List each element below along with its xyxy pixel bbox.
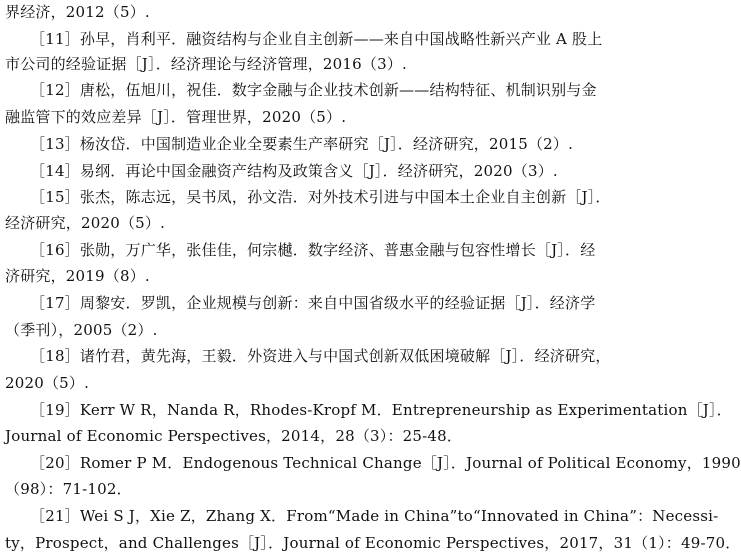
reference-19-line-1: ［19］Kerr W R，Nanda R，Rhodes-Kropf M．Entrepreneurship as Experimentation［J］． xyxy=(30,401,732,419)
reference-14: ［14］易纲．再论中国金融资产结构及政策含义［J］．经济研究，2020（3）. xyxy=(30,162,558,180)
reference-15-line-2: 经济研究，2020（5）. xyxy=(5,214,166,232)
reference-12-line-1: ［12］唐松，伍旭川，祝佳．数字金融与企业技术创新——结构特征、机制识别与金 xyxy=(30,81,597,99)
reference-19-line-2: Journal of Economic Perspectives，2014，28（3）：25-48． xyxy=(5,427,463,445)
reference-18-line-1: ［18］诸竹君，黄先海，王毅．外资进入与中国式创新双低困境破解［J］．经济研究， xyxy=(30,347,611,365)
reference-11-line-2: 市公司的经验证据［J］．经济理论与经济管理，2016（3）. xyxy=(5,55,408,73)
reference-20-line-2: （98）：71-102． xyxy=(5,480,132,498)
reference-11-line-1: ［11］孙早，肖利平．融资结构与企业自主创新——来自中国战略性新兴产业 A 股上 xyxy=(30,30,603,48)
reference-15-line-1: ［15］张杰，陈志远，吴书凤，孙文浩．对外技术引进与中国本土企业自主创新［J］． xyxy=(30,188,611,206)
reference-16-line-1: ［16］张勋，万广华，张佳佳，何宗樾．数字经济、普惠金融与包容性增长［J］．经 xyxy=(30,241,596,259)
reference-20-line-1: ［20］Romer P M．Endogenous Technical Change［J］．Journal of Political Economy，1990 xyxy=(30,454,741,472)
reference-17-line-2: （季刊），2005（2）. xyxy=(5,321,158,339)
reference-17-line-1: ［17］周黎安．罗凯，企业规模与创新：来自中国省级水平的经验证据［J］．经济学 xyxy=(30,294,596,312)
reference-13: ［13］杨汝岱．中国制造业企业全要素生产率研究［J］．经济研究，2015（2）. xyxy=(30,135,574,153)
reference-18-line-2: 2020（5）. xyxy=(5,374,90,392)
reference-10-continuation: 界经济，2012（5）. xyxy=(5,3,150,21)
reference-16-line-2: 济研究，2019（8）. xyxy=(5,267,150,285)
reference-21-line-1: ［21］Wei S J，Xie Z，Zhang X．From“Made in China”to“Innovated in China”：Necessi- xyxy=(30,507,719,525)
reference-12-line-2: 融监管下的效应差异［J］．管理世界，2020（5）. xyxy=(5,108,347,126)
reference-21-line-2: ty，Prospect，and Challenges［J］．Journal of Economic Perspectives，2017，31（1）：49-70． xyxy=(5,534,741,552)
